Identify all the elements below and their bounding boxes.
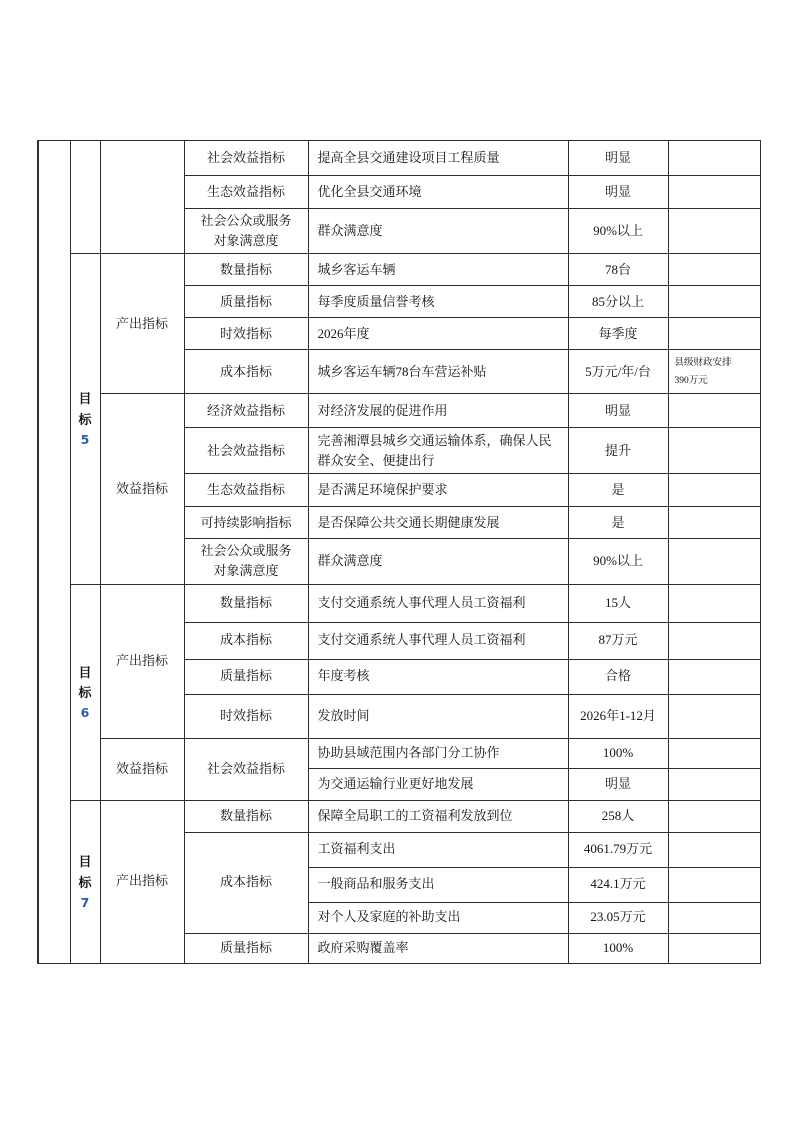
- indicator-value-cell: 15人: [568, 584, 668, 622]
- indicator-value-cell: 85分以上: [568, 286, 668, 318]
- indicator-type-cell: 社会公众或服务对象满意度: [184, 209, 308, 254]
- indicator-content-cell: 对个人及家庭的补助支出: [308, 902, 568, 933]
- indicator-content-cell: 保障全局职工的工资福利发放到位: [308, 800, 568, 832]
- table-row: [38, 584, 760, 622]
- indicator-value-cell: 明显: [568, 141, 668, 176]
- indicator-type-cell: 成本指标: [184, 350, 308, 394]
- note-cell: [668, 902, 760, 933]
- indicator-content-cell: 是否保障公共交通长期健康发展: [308, 507, 568, 539]
- indicator-content-cell: 群众满意度: [308, 209, 568, 254]
- category-cell-output: 产出指标: [100, 800, 184, 963]
- goal-number: 6: [80, 705, 90, 721]
- indicator-type-cell: 数量指标: [184, 584, 308, 622]
- note-cell: [668, 394, 760, 428]
- indicator-value-cell: 合格: [568, 659, 668, 694]
- note-cell: [668, 659, 760, 694]
- goal-label-text: 目标: [78, 391, 92, 428]
- indicator-content-cell: 城乡客运车辆: [308, 254, 568, 286]
- note-cell: [668, 507, 760, 539]
- left-margin-cell: [38, 141, 70, 964]
- indicator-content-cell: 政府采购覆盖率: [308, 933, 568, 963]
- indicator-value-cell: 2026年1-12月: [568, 694, 668, 738]
- indicator-type-cell: 社会公众或服务对象满意度: [184, 539, 308, 584]
- goal-number: 5: [80, 431, 90, 447]
- indicator-type-cell: 社会效益指标: [184, 141, 308, 176]
- indicator-content-cell: 年度考核: [308, 659, 568, 694]
- indicator-content-cell: 一般商品和服务支出: [308, 867, 568, 902]
- note-cell: [668, 867, 760, 902]
- indicator-content-cell: 群众满意度: [308, 539, 568, 584]
- table-row: [38, 394, 760, 428]
- goal-cell-6: [70, 584, 100, 800]
- indicator-content-cell: 城乡客运车辆78台车营运补贴: [308, 350, 568, 394]
- goal-cell-5: [70, 254, 100, 584]
- note-cell: [668, 584, 760, 622]
- table-row: [38, 141, 760, 176]
- indicator-type-cell: 质量指标: [184, 659, 308, 694]
- indicator-type-cell: 社会效益指标: [184, 428, 308, 474]
- note-cell: [668, 176, 760, 209]
- indicator-content-cell: 完善湘潭县城乡交通运输体系，确保人民群众安全、便捷出行: [308, 428, 568, 474]
- goal-number: 7: [80, 894, 90, 910]
- note-cell: [668, 286, 760, 318]
- goal-cell-carryover: [70, 141, 100, 254]
- indicator-value-cell: 258人: [568, 800, 668, 832]
- indicator-value-cell: 87万元: [568, 622, 668, 659]
- note-cell: [668, 318, 760, 350]
- note-cell: [668, 428, 760, 474]
- note-cell: [668, 933, 760, 963]
- indicator-value-cell: 90%以上: [568, 209, 668, 254]
- note-cell: [668, 622, 760, 659]
- indicator-type-cell: 数量指标: [184, 800, 308, 832]
- note-cell-funding: [668, 350, 760, 394]
- indicator-content-cell: 每季度质量信誉考核: [308, 286, 568, 318]
- indicator-value-cell: 90%以上: [568, 539, 668, 584]
- indicator-value-cell: 提升: [568, 428, 668, 474]
- indicator-value-cell: 明显: [568, 768, 668, 800]
- indicator-type-cell: 成本指标: [184, 622, 308, 659]
- note-cell: [668, 209, 760, 254]
- category-cell-output: 产出指标: [100, 254, 184, 394]
- indicator-value-cell: 4061.79万元: [568, 832, 668, 867]
- goal-cell-7: [70, 800, 100, 963]
- indicator-content-cell: 支付交通系统人事代理人员工资福利: [308, 584, 568, 622]
- indicator-content-cell: 提高全县交通建设项目工程质量: [308, 141, 568, 176]
- indicator-type-cell: 质量指标: [184, 286, 308, 318]
- category-cell-output: 产出指标: [100, 584, 184, 738]
- indicator-content-cell: 是否满足环境保护要求: [308, 474, 568, 507]
- note-cell: [668, 694, 760, 738]
- category-cell-benefit: 效益指标: [100, 394, 184, 584]
- indicator-type-cell: 生态效益指标: [184, 176, 308, 209]
- indicator-type-cell: 社会效益指标: [184, 738, 308, 800]
- table-row: [38, 254, 760, 286]
- indicator-content-cell: 为交通运输行业更好地发展: [308, 768, 568, 800]
- note-cell: [668, 254, 760, 286]
- indicator-value-cell: 100%: [568, 738, 668, 768]
- indicator-value-cell: 100%: [568, 933, 668, 963]
- indicator-value-cell: 明显: [568, 176, 668, 209]
- indicator-value-cell: 每季度: [568, 318, 668, 350]
- goal-label-text: 目标: [78, 664, 92, 701]
- category-cell-carryover: [100, 141, 184, 254]
- indicator-value-cell: 5万元/年/台: [568, 350, 668, 394]
- note-cell: [668, 539, 760, 584]
- note-cell: [668, 800, 760, 832]
- indicator-value-cell: 78台: [568, 254, 668, 286]
- goal-label-text: 目标: [78, 854, 92, 890]
- table-row: [38, 738, 760, 768]
- note-cell: [668, 832, 760, 867]
- indicator-type-cell: 可持续影响指标: [184, 507, 308, 539]
- performance-indicator-table: [37, 140, 761, 964]
- indicator-value-cell: 明显: [568, 394, 668, 428]
- indicator-value-cell: 424.1万元: [568, 867, 668, 902]
- indicator-content-cell: 工资福利支出: [308, 832, 568, 867]
- indicator-type-cell: 经济效益指标: [184, 394, 308, 428]
- table-row: [38, 800, 760, 832]
- note-cell: [668, 738, 760, 768]
- indicator-type-cell: 时效指标: [184, 318, 308, 350]
- indicator-type-cell: 生态效益指标: [184, 474, 308, 507]
- indicator-value-cell: 是: [568, 474, 668, 507]
- indicator-type-cell: 数量指标: [184, 254, 308, 286]
- note-cell: [668, 141, 760, 176]
- indicator-value-cell: 23.05万元: [568, 902, 668, 933]
- category-cell-benefit: 效益指标: [100, 738, 184, 800]
- indicator-content-cell: 优化全县交通环境: [308, 176, 568, 209]
- indicator-content-cell: 支付交通系统人事代理人员工资福利: [308, 622, 568, 659]
- indicator-type-cell: 质量指标: [184, 933, 308, 963]
- indicator-content-cell: 协助县域范围内各部门分工协作: [308, 738, 568, 768]
- funding-note-text: 县级财政安排390万元: [674, 357, 732, 386]
- indicator-content-cell: 发放时间: [308, 694, 568, 738]
- indicator-content-cell: 对经济发展的促进作用: [308, 394, 568, 428]
- indicator-value-cell: 是: [568, 507, 668, 539]
- note-cell: [668, 474, 760, 507]
- indicator-type-cell: 时效指标: [184, 694, 308, 738]
- indicator-type-cell: 成本指标: [184, 832, 308, 933]
- indicator-content-cell: 2026年度: [308, 318, 568, 350]
- note-cell: [668, 768, 760, 800]
